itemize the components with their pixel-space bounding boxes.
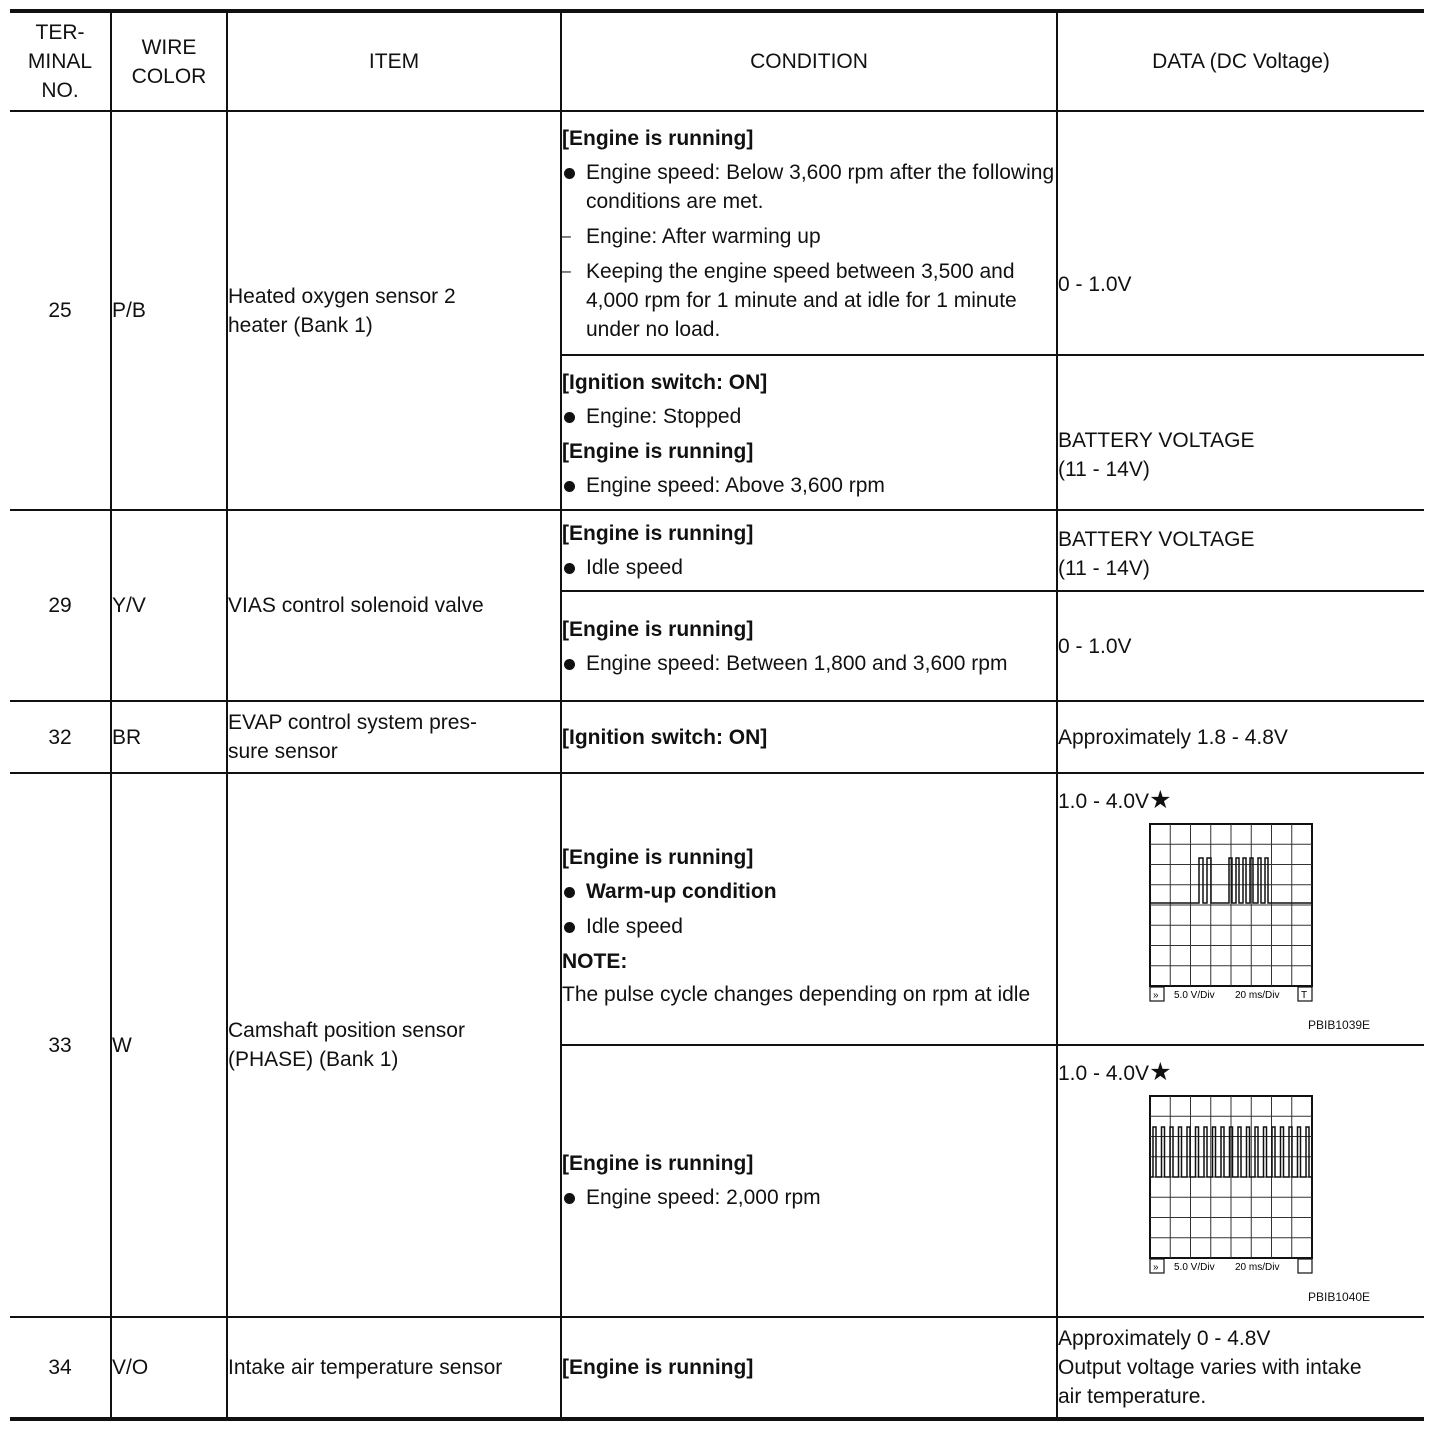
wire-color: Y/V xyxy=(111,510,227,701)
table-row xyxy=(10,1317,1424,1419)
data-value: BATTERY VOLTAGE (11 - 14V) xyxy=(1057,510,1424,591)
header-wire-color: WIRE COLOR xyxy=(111,11,227,111)
item-name: Intake air temperature sensor xyxy=(227,1317,561,1419)
condition-cell xyxy=(561,1317,1057,1419)
condition-heading: [Engine is running] xyxy=(562,1151,754,1175)
scope-time-per-div: 20 ms/Div xyxy=(1235,1262,1280,1273)
data-value: BATTERY VOLTAGE (11 - 14V) xyxy=(1057,355,1424,510)
scope-time-per-div: 20 ms/Div xyxy=(1235,990,1280,1001)
condition-bullet: Engine: Stopped xyxy=(562,402,1056,431)
condition-cell xyxy=(561,111,1057,355)
wire-color: BR xyxy=(111,701,227,773)
scope-trigger-mark: T xyxy=(1301,990,1308,1001)
terminal-number: 33 xyxy=(10,773,111,1317)
condition-dash: – Keeping the engine speed between 3,500 and 4,000 rpm for 1 minute and at idle for 1 minute under no load. xyxy=(562,257,1056,344)
terminal-data-table xyxy=(10,9,1424,1421)
note-label: NOTE: xyxy=(562,950,628,973)
star-icon: ★ xyxy=(1149,786,1172,814)
item-name: VIAS control solenoid valve xyxy=(227,510,561,701)
table-row xyxy=(10,111,1424,355)
scope-volts-per-div: 5.0 V/Div xyxy=(1174,1262,1215,1273)
note-text: The pulse cycle changes depending on rpm at idle xyxy=(562,983,1031,1006)
scope-volts-per-div: 5.0 V/Div xyxy=(1174,990,1215,1001)
table-row xyxy=(10,773,1424,1045)
condition-cell xyxy=(561,1045,1057,1317)
scope-arrow-icon: » xyxy=(1153,1262,1159,1273)
terminal-number: 29 xyxy=(10,510,111,701)
condition-bullet: Idle speed xyxy=(562,553,1056,582)
condition-bullet: Engine speed: Above 3,600 rpm xyxy=(562,471,1056,500)
figure-code: PBIB1040E xyxy=(1308,1290,1371,1304)
data-cell xyxy=(1057,773,1424,1045)
data-value: 1.0 - 4.0V★ xyxy=(1058,786,1172,814)
condition-cell xyxy=(561,510,1057,591)
condition-heading: [Engine is running] xyxy=(562,439,754,463)
condition-bullet: Warm-up condition xyxy=(562,877,1056,906)
condition-dash: – Engine: After warming up xyxy=(562,222,1056,251)
condition-cell xyxy=(561,773,1057,1045)
header-condition: CONDITION xyxy=(561,11,1057,111)
condition-cell xyxy=(561,355,1057,510)
terminal-number: 25 xyxy=(10,111,111,510)
scope-arrow-icon: » xyxy=(1153,990,1159,1001)
data-value: 1.0 - 4.0V★ xyxy=(1058,1058,1172,1086)
header-item: ITEM xyxy=(227,11,561,111)
header-data: DATA (DC Voltage) xyxy=(1057,11,1424,111)
data-value: Approximately 0 - 4.8V Output voltage varies with intake air temperature. xyxy=(1057,1317,1424,1419)
star-icon: ★ xyxy=(1149,1058,1172,1086)
terminal-number: 34 xyxy=(10,1317,111,1419)
condition-heading: [Engine is running] xyxy=(562,846,754,869)
wire-color: W xyxy=(111,773,227,1317)
header-row xyxy=(10,11,1424,111)
condition-heading: [Ignition switch: ON] xyxy=(562,725,768,749)
data-value: 0 - 1.0V xyxy=(1057,591,1424,701)
condition-bullet: Engine speed: Below 3,600 rpm after the following conditions are met. xyxy=(562,158,1056,216)
wire-color: V/O xyxy=(111,1317,227,1419)
table-row xyxy=(10,701,1424,773)
oscilloscope-waveform-idle xyxy=(1149,823,1315,1005)
terminal-number: 32 xyxy=(10,701,111,773)
table-row xyxy=(10,510,1424,591)
condition-heading: [Engine is running] xyxy=(562,127,754,150)
condition-heading: [Engine is running] xyxy=(562,617,754,641)
condition-bullet: Idle speed xyxy=(562,912,1056,941)
data-value: Approximately 1.8 - 4.8V xyxy=(1057,701,1424,773)
condition-heading: [Ignition switch: ON] xyxy=(562,370,768,394)
header-terminal-no: TER- MINAL NO. xyxy=(10,11,111,111)
oscilloscope-waveform-2000rpm xyxy=(1149,1095,1315,1277)
condition-heading: [Engine is running] xyxy=(562,522,754,545)
condition-heading: [Engine is running] xyxy=(562,1356,754,1379)
condition-bullet: Engine speed: 2,000 rpm xyxy=(562,1183,1056,1212)
data-value: 0 - 1.0V xyxy=(1057,111,1424,355)
wire-color: P/B xyxy=(111,111,227,510)
condition-cell xyxy=(561,701,1057,773)
condition-cell xyxy=(561,591,1057,701)
item-name: Camshaft position sensor (PHASE) (Bank 1) xyxy=(227,773,561,1317)
data-cell xyxy=(1057,1045,1424,1317)
item-name: Heated oxygen sensor 2 heater (Bank 1) xyxy=(227,111,561,510)
figure-code: PBIB1039E xyxy=(1308,1018,1371,1032)
condition-bullet: Engine speed: Between 1,800 and 3,600 rpm xyxy=(562,649,1056,678)
item-name: EVAP control system pres- sure sensor xyxy=(227,701,561,773)
